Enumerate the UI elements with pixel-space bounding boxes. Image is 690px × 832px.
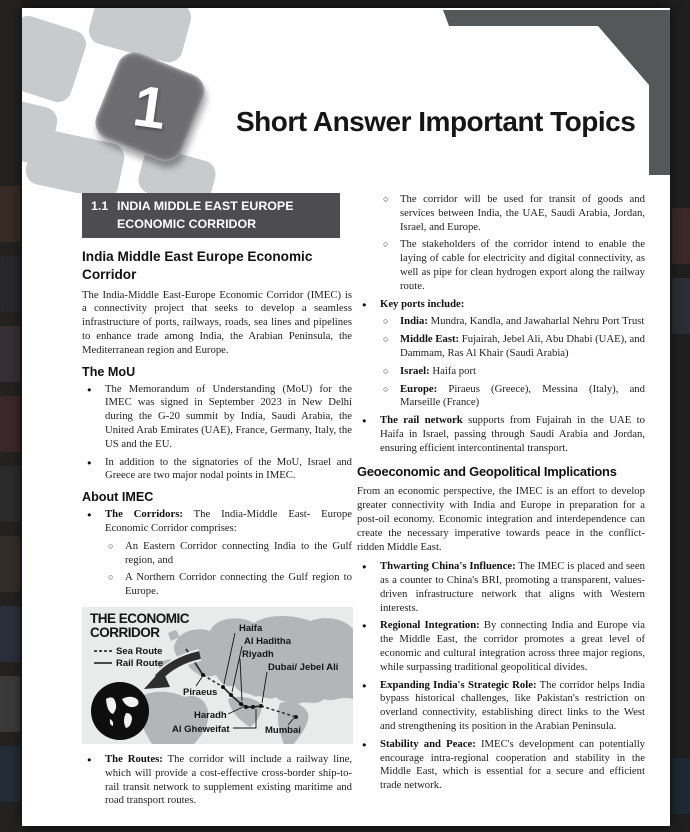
bullet-item: ● The Routes: The corridor will include a railway line, which will provide a cost-effective cross-border ship-to-rail transit network to supplement existing maritime and road transport routes. — [80, 753, 352, 808]
right-sidebar-strip — [670, 0, 690, 832]
economic-corridor-map — [82, 607, 353, 744]
map-label-piraeus: Piraeus — [183, 686, 218, 698]
section-number: 1.1 — [91, 199, 109, 213]
geo-heading: Geoeconomic and Geopolitical Implications — [357, 463, 617, 479]
page-thumbnail[interactable] — [0, 606, 20, 662]
page-thumbnail[interactable] — [0, 746, 20, 802]
bullet-item: ● The Memorandum of Understanding (MoU) for the IMEC was signed in September 2023 in New Delhi during the G-20 summit by India, Saudi Arabia, the United Arab Emirates (UAE), France, Germany, Italy, the US and the EU. — [80, 383, 352, 452]
page-thumbnail[interactable] — [0, 536, 20, 592]
topic-heading: India Middle East Europe Economic Corridor — [82, 249, 313, 282]
sub-bullet-item: ○ The stakeholders of the corridor intend to enable the laying of cable for electricity and digital connectivity, as well as pipe for clean hydrogen export along the railway route. — [355, 238, 645, 293]
sub-bullet-item: ○ Israel: Haifa port — [355, 365, 645, 379]
map-title-line2: CORRIDOR — [90, 624, 160, 640]
map-label-dubai-jebel-ali: Dubai/ Jebel Ali — [268, 661, 339, 673]
page-thumbnail[interactable] — [0, 326, 20, 382]
map-label-al-haditha: Al Haditha — [244, 635, 291, 647]
map-label-haradh: Haradh — [194, 709, 227, 721]
page-thumbnail[interactable] — [0, 466, 20, 522]
bullet-item: ● Thwarting China's Influence: The IMEC is placed and seen as a counter to China's BRI, promoting a transparent, values-driven infrastructure network that aligns with Western interests. — [355, 560, 645, 615]
corner-decoration — [438, 8, 670, 178]
globe-icon — [91, 682, 149, 740]
bullet-item: ● Expanding India's Strategic Role: The corridor helps India bypass historical challenges, like Pakistan's restriction on overland connectivity, establishing direct links to the West and strengthening its position in the Arabian Peninsula. — [355, 679, 645, 734]
sub-bullet-item: ○ Middle East: Fujairah, Jebel Ali, Abu Dhabi (UAE), and Dammam, Ras Al Khair (Saudi Arabia) — [355, 333, 645, 361]
document-page — [22, 8, 670, 826]
map-label-mumbai: Mumbai — [265, 724, 301, 736]
right-column — [355, 193, 645, 797]
geo-intro-paragraph: From an economic perspective, the IMEC is an effort to develop greater connectivity with India and Europe in preparation for a post-oil economy. Economic integration and interdependence can create the necessary imperative towards peace in the conflict-ridden Middle East. — [357, 485, 645, 553]
bullet-item: ● Stability and Peace: IMEC's development can potentially encourage intra-regional cooperation and stability in the Middle East, which is essential for a secure and efficient trade network. — [355, 738, 645, 793]
chapter-header — [22, 8, 670, 193]
left-column — [80, 193, 352, 812]
page-title: Short Answer Important Topics — [236, 106, 636, 137]
sea-route-legend-label: Sea Route — [116, 645, 163, 657]
map-title-line1: THE ECONOMIC — [90, 610, 190, 626]
sub-bullet-item: ○ A Northern Corridor connecting the Gulf region to Europe. — [80, 571, 352, 599]
intro-paragraph: The India-Middle East-Europe Economic Corridor (IMEC) is a connectivity project that seeks to develop a seamless infrastructure of ports, railways, roads, sea lines and pipelines to enhance trade among India, the Arabian Peninsula, the Mediterranean region and Europe. — [82, 288, 352, 356]
rail-route-legend-label: Rail Route — [116, 657, 163, 669]
mou-heading: The MoU — [82, 364, 136, 379]
page-thumbnail[interactable] — [672, 278, 690, 334]
bullet-item: ● In addition to the signatories of the MoU, Israel and Greece are two major nodal points in IMEC. — [80, 456, 352, 484]
map-label-al-gheweifat: Al Gheweifat — [172, 723, 230, 735]
about-imec-heading: About IMEC — [82, 490, 154, 505]
section-heading-box — [82, 193, 340, 238]
page-thumbnail[interactable] — [0, 256, 20, 312]
page-thumbnail[interactable] — [0, 676, 20, 732]
page-thumbnail[interactable] — [0, 396, 20, 452]
map-label-riyadh: Riyadh — [242, 648, 274, 660]
page-thumbnail[interactable] — [672, 208, 690, 264]
bullet-item: ● Key ports include: — [355, 298, 645, 312]
bullet-item: ● The rail network supports from Fujairah in the UAE to Haifa in Israel, passing through Saudi Arabia and Jordan, ensuring efficient intercontinental transport. — [355, 414, 645, 455]
bullet-item: ● The Corridors: The India-Middle East- Europe Economic Corridor comprises: — [80, 508, 352, 536]
sub-bullet-item: ○ India: Mundra, Kandla, and Jawaharlal Nehru Port Trust — [355, 315, 645, 329]
chapter-number: 1 — [129, 72, 171, 142]
decorative-tile — [22, 12, 90, 105]
map-label-haifa: Haifa — [239, 622, 263, 634]
sub-bullet-item: ○ An Eastern Corridor connecting India to the Gulf region, and — [80, 540, 352, 568]
bullet-item: ● Regional Integration: By connecting India and Europe via the Middle East, the corridor promotes a great level of economic and cultural integration across three major regions, while surpassing traditional geopolitical divides. — [355, 619, 645, 674]
page-thumbnail[interactable] — [672, 758, 690, 814]
sub-bullet-item: ○ Europe: Piraeus (Greece), Messina (Italy), and Marseille (France) — [355, 383, 645, 411]
section-title: INDIA MIDDLE EAST EUROPE ECONOMIC CORRIDOR — [117, 199, 294, 231]
left-sidebar-strip — [0, 0, 22, 832]
sub-bullet-item: ○ The corridor will be used for transit of goods and services between India, the UAE, Saudi Arabia, Jordan, Israel, and Europe. — [355, 193, 645, 234]
page-thumbnail[interactable] — [0, 186, 20, 242]
